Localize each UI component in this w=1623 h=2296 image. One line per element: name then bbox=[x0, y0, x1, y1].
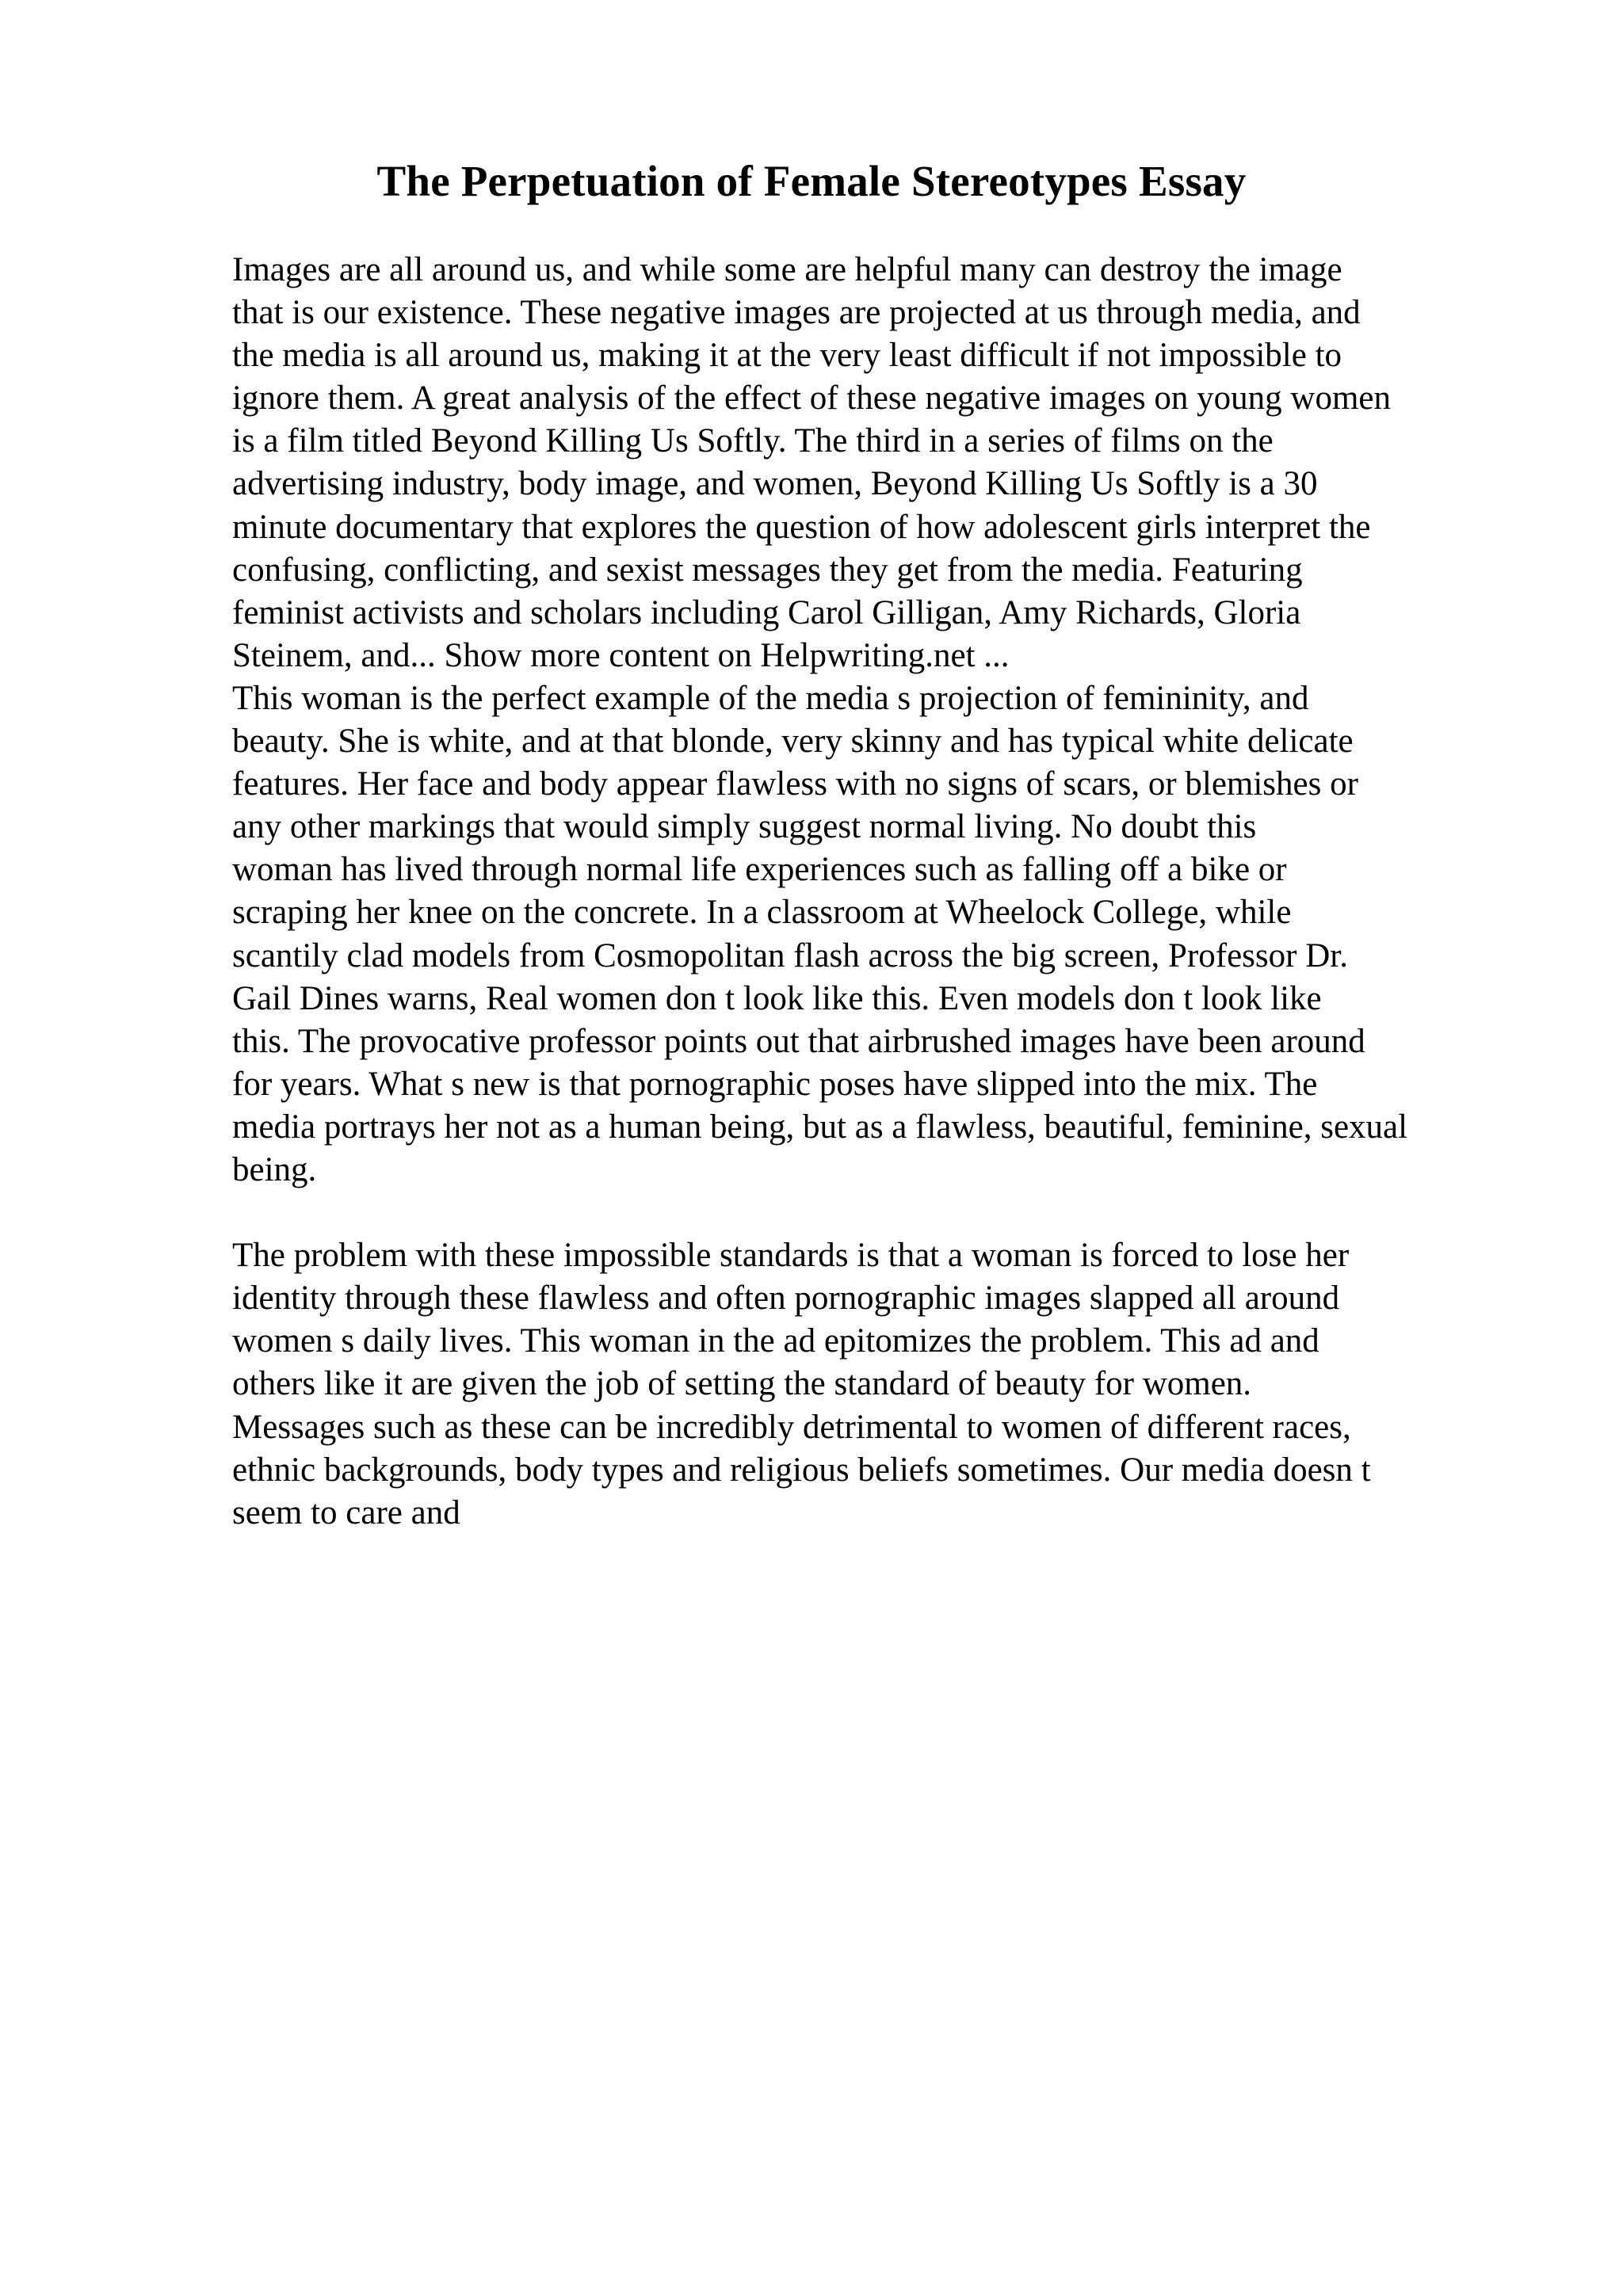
text-line: is a film titled Beyond Killing Us Softly. The third in a series of films on the bbox=[232, 422, 1274, 460]
text-line: This woman is the perfect example of the media s projection of femininity, and bbox=[232, 679, 1309, 717]
essay-body bbox=[232, 249, 1611, 1535]
text-line: feminist activists and scholars including Carol Gilligan, Amy Richards, Gloria bbox=[232, 593, 1301, 631]
text-line: minute documentary that explores the question of how adolescent girls interpret the bbox=[232, 508, 1371, 546]
text-line: media portrays her not as a human being, but as a flawless, beautiful, feminine, sexual bbox=[232, 1108, 1408, 1146]
document-title: The Perpetuation of Female Stereotypes Essay bbox=[376, 157, 1247, 205]
text-line: this. The provocative professor points out that airbrushed images have been around bbox=[232, 1022, 1365, 1060]
text-line: scraping her knee on the concrete. In a classroom at Wheelock College, while bbox=[232, 894, 1292, 932]
text-line: any other markings that would simply suggest normal living. No doubt this bbox=[232, 808, 1257, 846]
text-line: ignore them. A great analysis of the effect of these negative images on young women bbox=[232, 379, 1391, 418]
text-line: seem to care and bbox=[232, 1493, 460, 1531]
text-line: for years. What s new is that pornographic poses have slipped into the mix. The bbox=[232, 1065, 1318, 1103]
text-line: others like it are given the job of setting the standard of beauty for women. bbox=[232, 1365, 1252, 1403]
text-line: that is our existence. These negative images are projected at us through media, and bbox=[232, 294, 1361, 332]
text-line: the media is all around us, making it at the very least difficult if not impossible to bbox=[232, 337, 1342, 375]
text-line: Gail Dines warns, Real women don t look like this. Even models don t look like bbox=[232, 979, 1322, 1017]
paragraph-gap bbox=[232, 1192, 1611, 1234]
text-line: woman has lived through normal life experiences such as falling off a bike or bbox=[232, 851, 1287, 889]
text-line: confusing, conflicting, and sexist messages they get from the media. Featuring bbox=[232, 551, 1303, 589]
text-line: Images are all around us, and while some are helpful many can destroy the image bbox=[232, 251, 1342, 288]
text-line: Steinem, and... Show more content on Helpwriting.net ... bbox=[232, 636, 1010, 674]
text-line: women s daily lives. This woman in the ad epitomizes the problem. This ad and bbox=[232, 1322, 1319, 1360]
text-line: scantily clad models from Cosmopolitan flash across the big screen, Professor Dr. bbox=[232, 936, 1348, 974]
text-line: being. bbox=[232, 1150, 317, 1188]
text-line: Messages such as these can be incredibly detrimental to women of different races, bbox=[232, 1408, 1351, 1446]
text-line: The problem with these impossible standards is that a woman is forced to lose her bbox=[232, 1237, 1350, 1275]
text-line: features. Her face and body appear flawless with no signs of scars, or blemishes or bbox=[232, 765, 1358, 803]
text-line: beauty. She is white, and at that blonde, very skinny and has typical white delicate bbox=[232, 723, 1354, 761]
text-line: advertising industry, body image, and women, Beyond Killing Us Softly is a 30 bbox=[232, 465, 1318, 503]
text-line: identity through these flawless and often pornographic images slapped all around bbox=[232, 1280, 1340, 1318]
text-line: ethnic backgrounds, body types and religious beliefs sometimes. Our media doesn t bbox=[232, 1451, 1371, 1489]
